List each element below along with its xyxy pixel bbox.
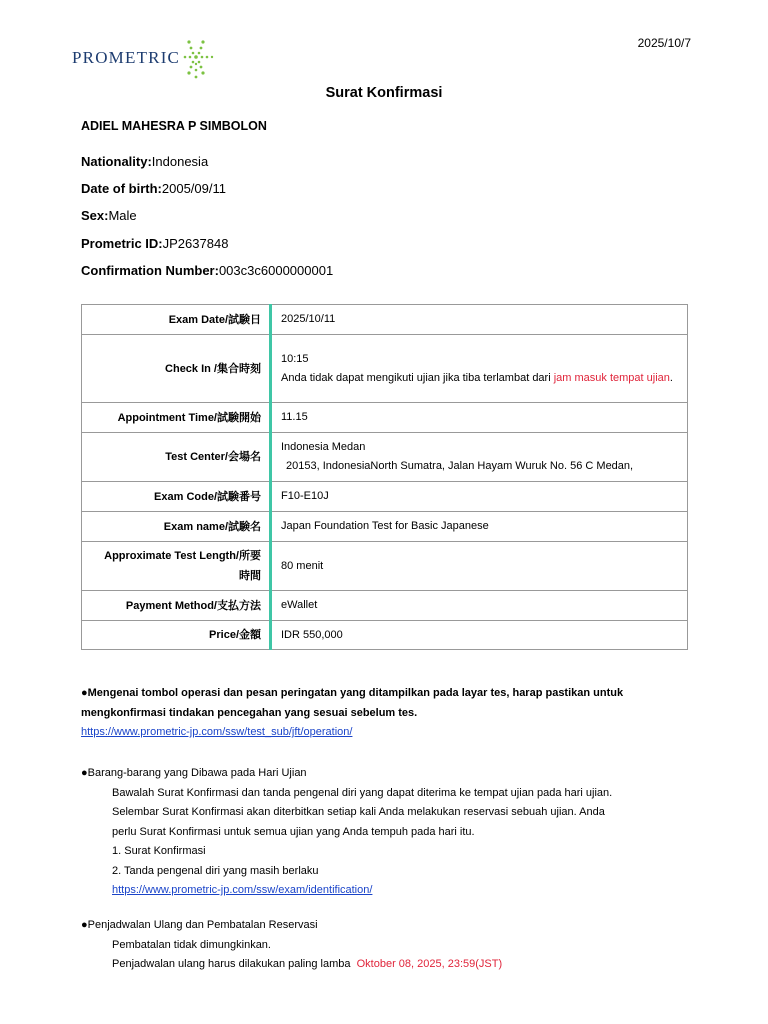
sex-value: Male — [108, 208, 137, 223]
table-row — [82, 482, 688, 512]
table-row — [82, 305, 688, 335]
operation-guide-link[interactable]: https://www.prometric-jp.com/ssw/test_sub/jft/operation/ — [81, 726, 353, 738]
exam-details-table — [81, 304, 688, 650]
operation-notice-line: ●Mengenai tombol operasi dan pesan peringatan yang ditampilkan pada layar tes, harap pastikan untuk — [81, 687, 624, 699]
table-row — [82, 542, 688, 591]
dob-label: Date of birth: — [81, 181, 162, 196]
table-row — [82, 591, 688, 621]
exam-name-label: Exam name/試験名 — [82, 512, 271, 542]
table-row — [82, 433, 688, 482]
price-label: Price/金額 — [82, 621, 271, 650]
dob-value: 2005/09/11 — [161, 181, 226, 196]
items-notice — [81, 764, 612, 901]
reschedule-heading: ●Penjadwalan Ulang dan Pembatalan Reservasi — [81, 919, 318, 931]
exam-code-label: Exam Code/試験番号 — [82, 482, 271, 512]
items-list-item: 1. Surat Konfirmasi — [112, 845, 206, 857]
logo-star-icon — [181, 36, 215, 80]
identification-link[interactable]: https://www.prometric-jp.com/ssw/exam/identification/ — [112, 884, 373, 896]
test-center-value — [271, 433, 688, 482]
table-row — [82, 512, 688, 542]
items-list-item: 2. Tanda pengenal diri yang masih berlaku — [112, 864, 319, 877]
test-length-value: 80 menit — [271, 542, 688, 591]
nationality-row — [81, 154, 208, 169]
logo-text: PROMETRIC — [72, 48, 181, 67]
items-heading: ●Barang-barang yang Dibawa pada Hari Ujian — [81, 767, 307, 779]
payment-label: Payment Method/支払方法 — [82, 591, 271, 621]
prometric-logo — [72, 36, 215, 80]
table-row — [82, 621, 688, 650]
confirmation-row — [81, 263, 333, 278]
price-value: IDR 550,000 — [271, 621, 688, 650]
test-length-label: Approximate Test Length/所要 時間 — [82, 542, 271, 591]
items-line: Selembar Surat Konfirmasi akan diterbitkan setiap kali Anda melakukan reservasi sebuah ujian. Anda — [112, 806, 605, 818]
confirmation-value: 003c3c6000000001 — [218, 263, 334, 278]
operation-notice — [81, 684, 623, 743]
sex-row — [81, 208, 137, 223]
checkin-note: Anda tidak dapat mengikuti ujian jika tiba terlambat dari jam masuk tempat ujian. — [281, 371, 673, 384]
exam-name-value: Japan Foundation Test for Basic Japanese — [271, 512, 688, 542]
operation-notice-line: mengkonfirmasi tindakan pencegahan yang sesuai sebelum tes. — [81, 706, 418, 719]
page-title: Surat Konfirmasi — [325, 85, 443, 101]
checkin-note-highlight: jam masuk tempat ujian — [553, 371, 670, 384]
test-center-address: 20153, IndonesiaNorth Sumatra, Jalan Hayam Wuruk No. 56 C Medan, — [286, 460, 634, 472]
payment-value: eWallet — [271, 591, 688, 621]
reschedule-line: Pembatalan tidak dimungkinkan. — [112, 938, 271, 951]
checkin-time: 10:15 — [281, 352, 309, 365]
document-date: 2025/10/7 — [637, 36, 691, 50]
items-line: perlu Surat Konfirmasi untuk semua ujian yang Anda tempuh pada hari itu. — [112, 825, 475, 838]
prometric-id-label: Prometric ID: — [81, 236, 163, 251]
candidate-name: ADIEL MAHESRA P SIMBOLON — [81, 119, 267, 133]
table-row — [82, 335, 688, 403]
appointment-value: 11.15 — [271, 403, 688, 433]
dob-row — [81, 181, 226, 196]
appointment-label: Appointment Time/試験開始 — [82, 403, 271, 433]
prometric-id-value: JP2637848 — [162, 236, 229, 251]
test-center-label: Test Center/会場名 — [82, 433, 271, 482]
checkin-value — [271, 335, 688, 403]
reschedule-deadline: Oktober 08, 2025, 23:59(JST) — [356, 958, 503, 970]
exam-date-label: Exam Date/試験日 — [82, 305, 271, 335]
reschedule-notice — [81, 916, 502, 975]
table-row — [82, 403, 688, 433]
checkin-label: Check In /集合時刻 — [82, 335, 271, 403]
prometric-id-row — [81, 236, 228, 251]
items-line: Bawalah Surat Konfirmasi dan tanda pengenal diri yang dapat diterima ke tempat ujian pada hari ujian. — [112, 786, 613, 799]
reschedule-line: Penjadwalan ulang harus dilakukan paling lamba Oktober 08, 2025, 23:59(JST) — [112, 958, 503, 970]
test-center-name: Indonesia Medan — [281, 441, 366, 453]
nationality-label: Nationality: — [81, 154, 152, 169]
exam-code-value: F10-E10J — [271, 482, 688, 512]
confirmation-label: Confirmation Number: — [81, 263, 219, 278]
exam-date-value: 2025/10/11 — [271, 305, 688, 335]
sex-label: Sex: — [81, 208, 109, 223]
nationality-value: Indonesia — [151, 154, 209, 169]
